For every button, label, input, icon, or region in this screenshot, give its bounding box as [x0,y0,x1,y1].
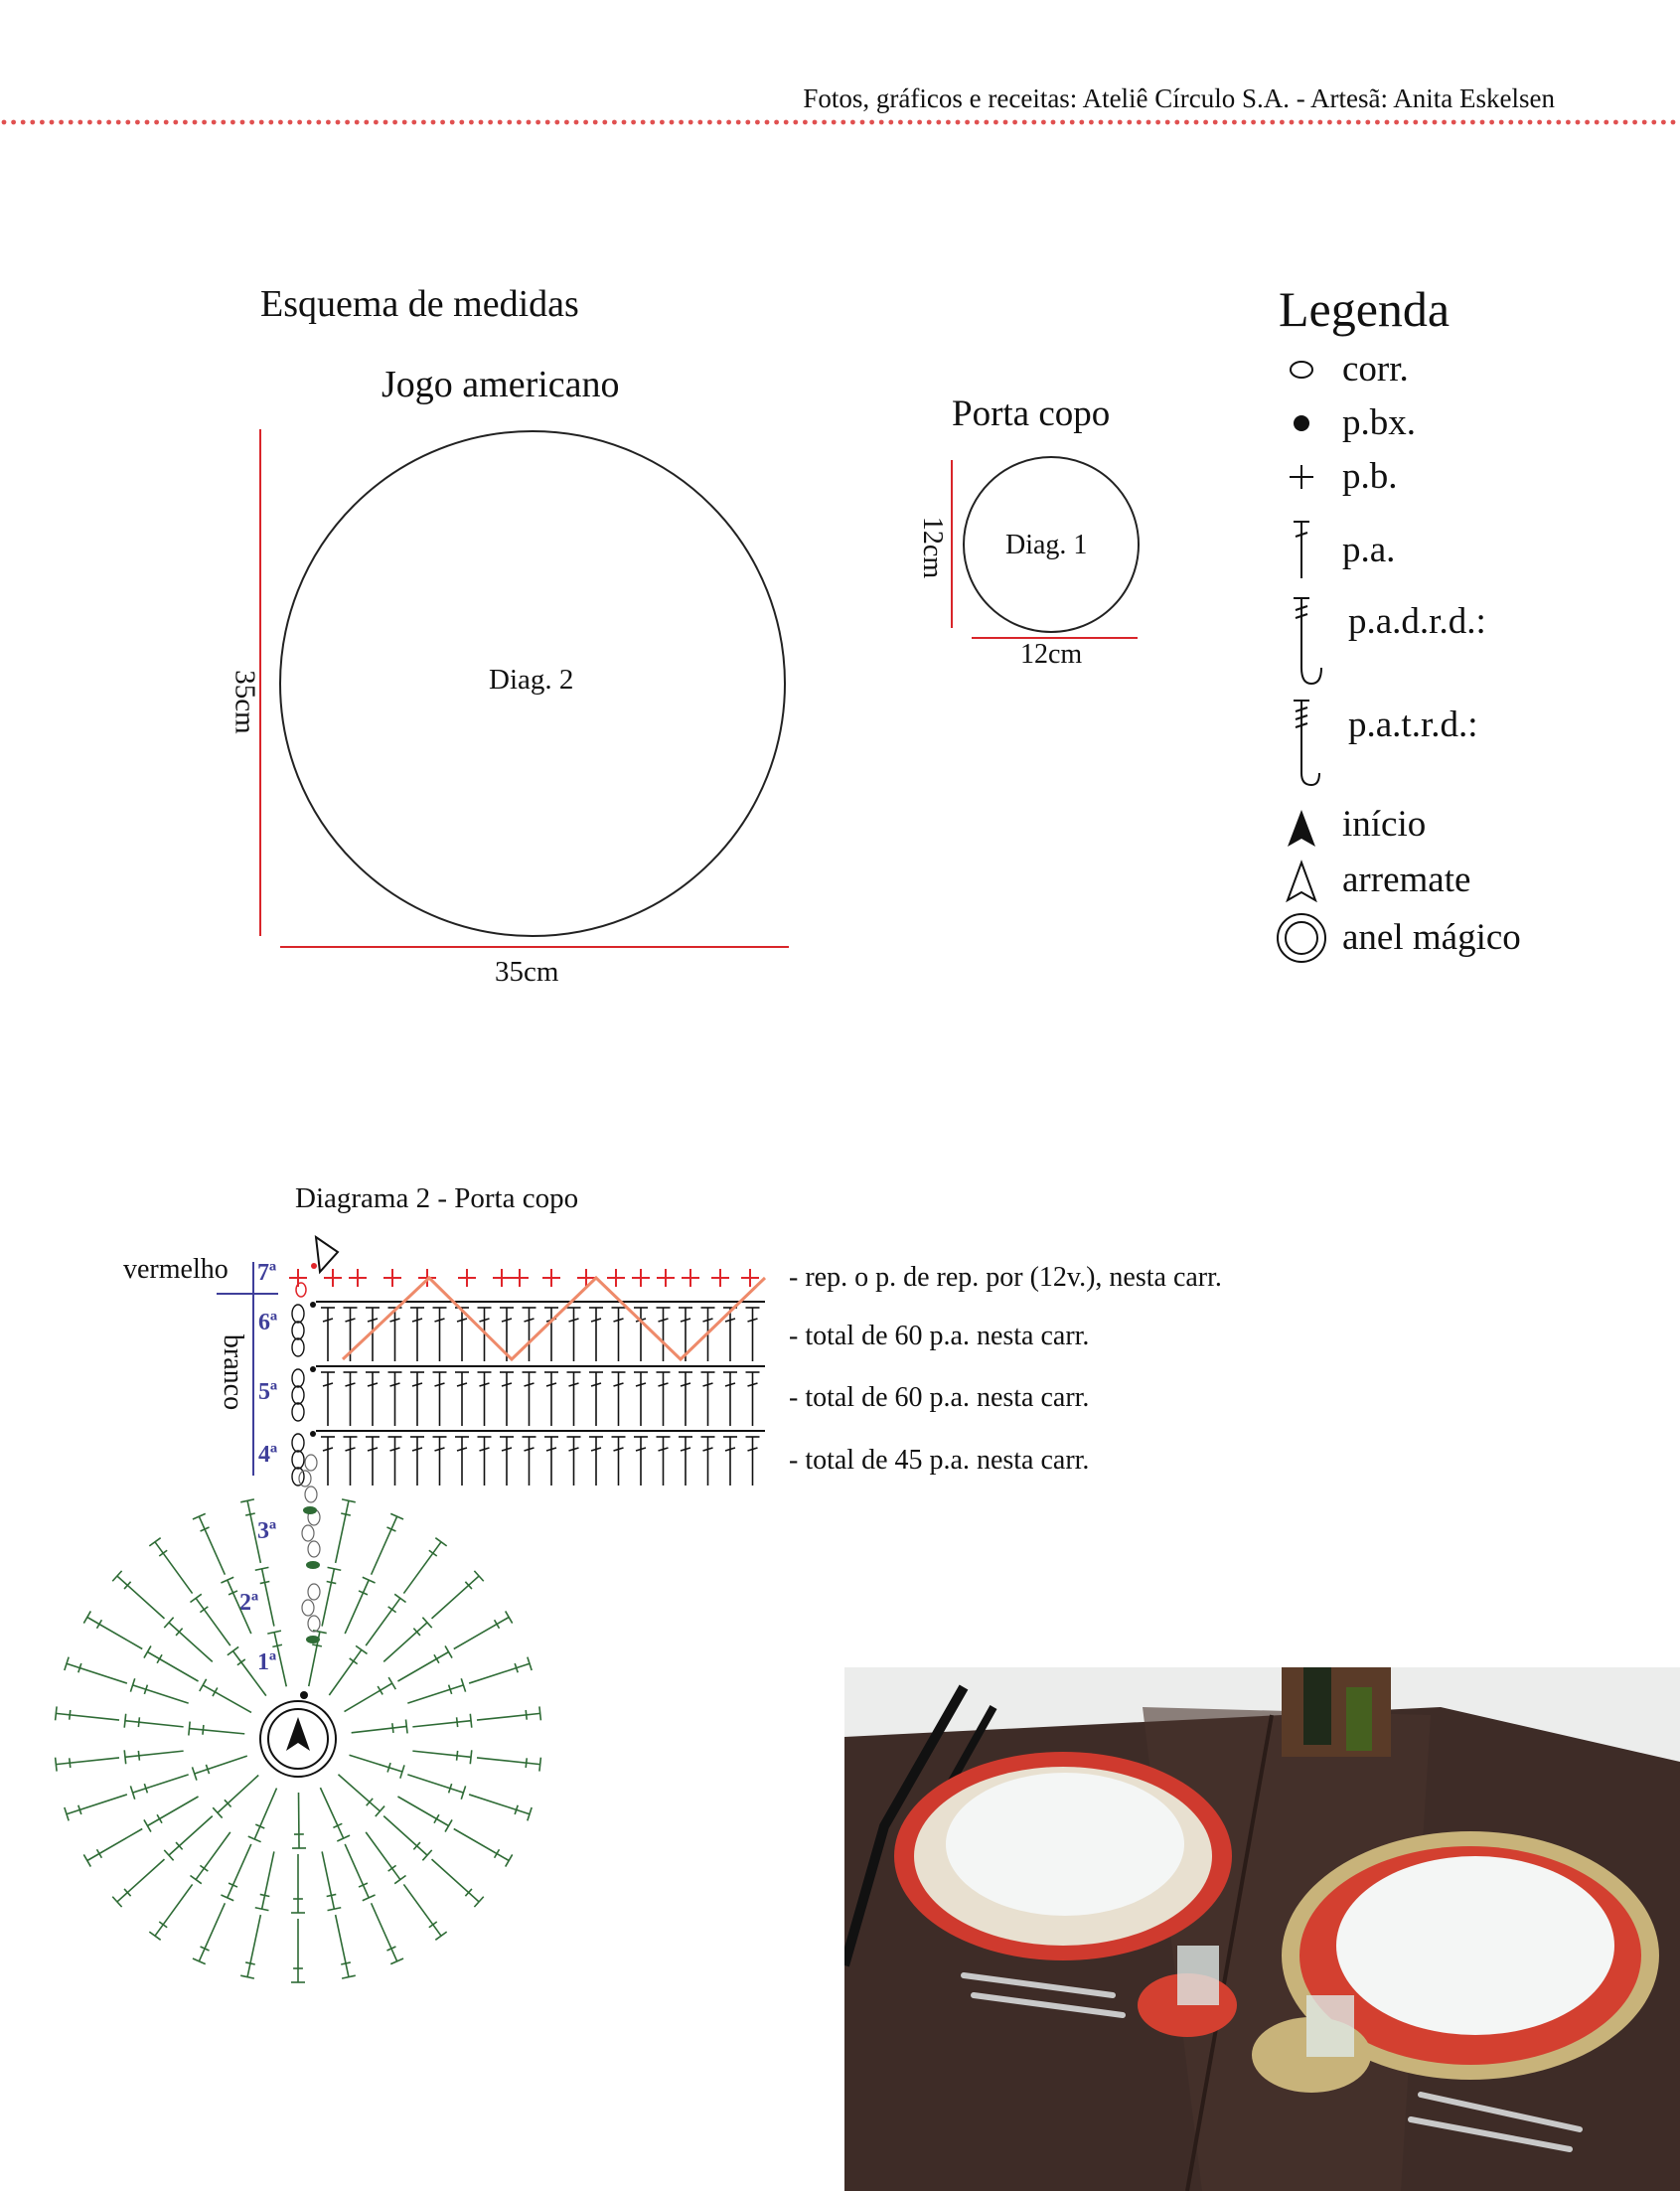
double-crochet-icon [657,1372,671,1426]
double-crochet-icon [701,1372,715,1426]
double-crochet-icon [144,1797,199,1832]
double-crochet-icon [589,1372,603,1426]
double-crochet-icon [130,1678,188,1703]
double-crochet-icon [388,1372,402,1426]
chain-icon [292,1322,304,1339]
double-crochet-icon [292,1793,306,1848]
double-crochet-icon [255,1851,274,1910]
label-white: branco [218,1333,249,1411]
double-crochet-icon [407,1775,465,1800]
chain-icon [302,1525,314,1541]
double-crochet-icon [657,1308,671,1361]
legend-label-dc-post: p.a.d.r.d.: [1348,601,1486,642]
double-crochet-icon [255,1567,274,1626]
double-crochet-icon [200,1679,251,1713]
double-crochet-icon [366,1372,380,1426]
double-crochet-icon [657,1437,671,1486]
double-crochet-icon [193,1513,225,1574]
double-crochet-icon [679,1372,692,1426]
chain-icon [292,1403,304,1421]
double-crochet-icon [65,1657,127,1683]
coaster-diagram-label: Diag. 1 [1005,530,1088,560]
double-crochet-icon [372,1903,403,1963]
single-crochet-icon [511,1269,529,1287]
legend-label-chain: corr. [1342,349,1409,390]
double-crochet-icon [477,1758,540,1772]
table-setting-photo [844,1667,1680,2191]
double-crochet-icon [455,1372,469,1426]
double-crochet-icon [240,1915,260,1978]
chain-icon [296,1283,306,1297]
double-crochet-icon [412,1714,471,1728]
chain-icon [305,1487,317,1502]
double-crochet-icon [567,1437,581,1486]
chain-icon [308,1616,320,1632]
double-crochet-icon [433,1372,447,1426]
double-crochet-icon [192,1756,246,1780]
placemat-left [894,1752,1232,1960]
diagram2-title: Diagrama 2 - Porta copo [295,1182,579,1214]
double-crochet-icon [612,1437,626,1486]
double-crochet-icon [83,1611,142,1648]
double-crochet-icon [321,1308,335,1361]
double-crochet-icon [350,1755,405,1778]
double-crochet-icon [344,1437,358,1486]
double-crochet-icon [469,1657,532,1683]
placemat-diagram-label: Diag. 2 [489,664,574,696]
double-crochet-icon [149,1884,192,1940]
double-crochet-icon [634,1437,648,1486]
double-crochet-icon [544,1437,558,1486]
double-crochet-icon [410,1308,424,1361]
double-crochet-icon [612,1372,626,1426]
single-crochet-icon [711,1269,729,1287]
chain-icon [292,1434,304,1452]
double-crochet-icon [679,1437,692,1486]
double-crochet-icon [190,1832,229,1884]
single-crochet-icon [607,1269,625,1287]
double-crochet-icon [149,1538,192,1594]
double-crochet-icon [432,1571,484,1619]
double-crochet-icon [433,1308,447,1361]
double-crochet-icon [322,1851,341,1910]
double-crochet-icon [746,1372,760,1426]
double-crochet-icon [338,1775,384,1816]
double-crochet-icon [433,1437,447,1486]
double-crochet-icon [500,1437,514,1486]
slip-stitch-icon [303,1506,317,1514]
double-crochet-post-icon [1294,598,1321,684]
double-crochet-icon [124,1750,183,1764]
double-crochet-icon [432,1859,484,1907]
double-crochet-icon [83,1829,142,1867]
treble-crochet-post-icon [1294,701,1319,785]
double-crochet-icon [746,1308,760,1361]
chain-icon [302,1600,314,1616]
double-crochet-icon [336,1915,356,1978]
double-crochet-icon [634,1372,648,1426]
coaster-width-label: 12cm [1020,639,1083,670]
double-crochet-icon [213,1776,258,1818]
coaster-title: Porta copo [952,393,1111,434]
single-crochet-icon [383,1269,401,1287]
double-crochet-icon [746,1437,760,1486]
double-crochet-icon [383,1618,432,1662]
single-crochet-icon [1290,465,1313,489]
chain-icon [292,1338,304,1356]
double-crochet-icon [523,1308,536,1361]
double-crochet-icon [321,1372,335,1426]
double-crochet-icon [56,1706,119,1720]
double-crochet-icon [193,1903,225,1963]
double-crochet-icon [383,1816,432,1861]
double-crochet-icon [410,1372,424,1426]
magic-ring-icon [1278,914,1325,962]
row4-number: 4ª [258,1442,278,1468]
chain-icon [292,1369,304,1387]
double-crochet-icon [723,1437,737,1486]
legend-label-single-crochet: p.b. [1342,456,1398,497]
double-crochet-icon [291,1919,305,1982]
chain-icon [1291,362,1312,378]
double-crochet-icon [455,1437,469,1486]
single-crochet-icon [458,1269,476,1287]
double-crochet-icon [130,1775,188,1800]
double-crochet-icon [366,1437,380,1486]
start-arrow-icon [286,1717,310,1751]
double-crochet-icon [322,1567,341,1626]
legend-label-magic-ring: anel mágico [1342,917,1521,958]
double-crochet-icon [403,1538,446,1594]
legend-icons [1262,348,1341,974]
chain-icon [292,1468,304,1486]
placemat-title: Jogo americano [382,364,620,405]
double-crochet-icon [291,1854,305,1913]
row5-number: 5ª [258,1379,278,1405]
double-crochet-icon [407,1678,465,1703]
slip-stitch-icon [1294,415,1309,431]
double-crochet-icon [228,1646,266,1695]
chain-icon [308,1541,320,1557]
double-crochet-icon [589,1308,603,1361]
double-crochet-icon [112,1859,164,1907]
double-crochet-icon [544,1372,558,1426]
chain-icon [292,1451,304,1469]
row4-note: - total de 45 p.a. nesta carr. [789,1445,1090,1476]
double-crochet-icon [388,1437,402,1486]
row7-number: 7ª [257,1260,277,1286]
double-crochet-icon [410,1437,424,1486]
single-crochet-icon [682,1269,699,1287]
double-crochet-icon [612,1308,626,1361]
round3-number: 3ª [257,1518,277,1544]
crochet-diagram [0,1212,795,1997]
double-crochet-icon [523,1437,536,1486]
double-crochet-icon [144,1645,199,1681]
label-red: vermelho [123,1254,229,1285]
legend-label-slip-stitch: p.bx. [1342,402,1416,443]
double-crochet-icon [112,1571,164,1619]
single-crochet-icon [577,1269,595,1287]
double-crochet-icon [345,1844,375,1901]
double-crochet-icon [372,1513,403,1574]
double-crochet-icon [352,1720,407,1734]
slip-stitch-icon [300,1691,308,1699]
double-crochet-icon [403,1884,446,1940]
placemat-height-label: 35cm [229,670,261,734]
double-crochet-icon [320,1788,350,1841]
double-crochet-icon [189,1722,244,1736]
page-credits: Fotos, gráficos e receitas: Ateliê Círculo S.A. - Artesã: Anita Eskelsen [803,83,1555,113]
row7-note: - rep. o p. de rep. por (12v.), nesta carr. [789,1262,1222,1293]
legend-label-tc-post: p.a.t.r.d.: [1348,704,1478,745]
double-crochet-icon [366,1594,405,1645]
double-crochet-icon [454,1829,513,1867]
slip-stitch-icon [311,1263,317,1269]
double-crochet-icon [1294,522,1309,578]
double-crochet-icon [397,1797,452,1832]
single-crochet-icon [632,1269,650,1287]
placemat-width-label: 35cm [495,956,559,988]
double-crochet-icon [164,1816,213,1861]
start-arrow-icon [1288,810,1315,847]
double-crochet-icon [523,1372,536,1426]
legend-label-finish: arremate [1342,860,1471,900]
double-crochet-icon [589,1437,603,1486]
double-crochet-icon [397,1645,452,1681]
chain-icon [292,1305,304,1323]
double-crochet-icon [345,1577,375,1634]
round2-number: 2ª [239,1590,259,1616]
double-crochet-icon [248,1789,277,1842]
double-crochet-icon [221,1844,250,1901]
row6-number: 6ª [258,1310,278,1335]
double-crochet-icon [478,1308,492,1361]
post-stitch-zigzag [343,1278,765,1359]
double-crochet-icon [469,1795,532,1820]
slip-stitch-icon [310,1302,316,1308]
row5-note: - total de 60 p.a. nesta carr. [789,1382,1090,1413]
double-crochet-icon [477,1706,540,1720]
chain-icon [305,1455,317,1471]
double-crochet-icon [164,1618,213,1662]
double-crochet-icon [723,1372,737,1426]
double-crochet-icon [500,1372,514,1426]
double-crochet-icon [190,1594,229,1645]
double-crochet-icon [345,1677,396,1711]
double-crochet-icon [412,1750,471,1764]
chain-icon [308,1584,320,1600]
slip-stitch-icon [306,1561,320,1569]
single-crochet-icon [741,1269,759,1287]
double-crochet-icon [344,1372,358,1426]
double-crochet-icon [454,1611,513,1648]
double-crochet-icon [221,1577,250,1634]
double-crochet-icon [567,1372,581,1426]
row6-note: - total de 60 p.a. nesta carr. [789,1321,1090,1351]
legend-label-double-crochet: p.a. [1342,530,1396,570]
slip-stitch-icon [310,1366,316,1372]
double-crochet-icon [329,1645,367,1695]
double-crochet-icon [366,1832,405,1884]
double-crochet-icon [567,1308,581,1361]
single-crochet-icon [324,1269,342,1287]
coaster-height-label: 12cm [917,516,949,579]
double-crochet-icon [321,1437,335,1486]
slip-stitch-icon [306,1636,320,1643]
double-crochet-icon [124,1714,183,1728]
single-crochet-icon [349,1269,367,1287]
finish-arrow-icon [316,1237,338,1272]
legend-title: Legenda [1279,281,1451,337]
finish-arrow-icon [1288,862,1315,900]
round1-number: 1ª [257,1649,277,1675]
measures-title: Esquema de medidas [260,283,579,325]
double-crochet-icon [267,1631,286,1686]
double-crochet-icon [478,1372,492,1426]
legend-label-start: início [1342,804,1427,845]
double-crochet-icon [701,1437,715,1486]
double-crochet-icon [240,1499,260,1563]
double-crochet-icon [65,1795,127,1820]
double-crochet-icon [56,1758,119,1772]
chain-icon [299,1471,311,1487]
chain-icon [292,1386,304,1404]
slip-stitch-icon [310,1431,316,1437]
single-crochet-icon [493,1269,511,1287]
double-crochet-icon [478,1437,492,1486]
single-crochet-icon [542,1269,560,1287]
single-crochet-icon [657,1269,675,1287]
double-crochet-icon [336,1499,356,1563]
